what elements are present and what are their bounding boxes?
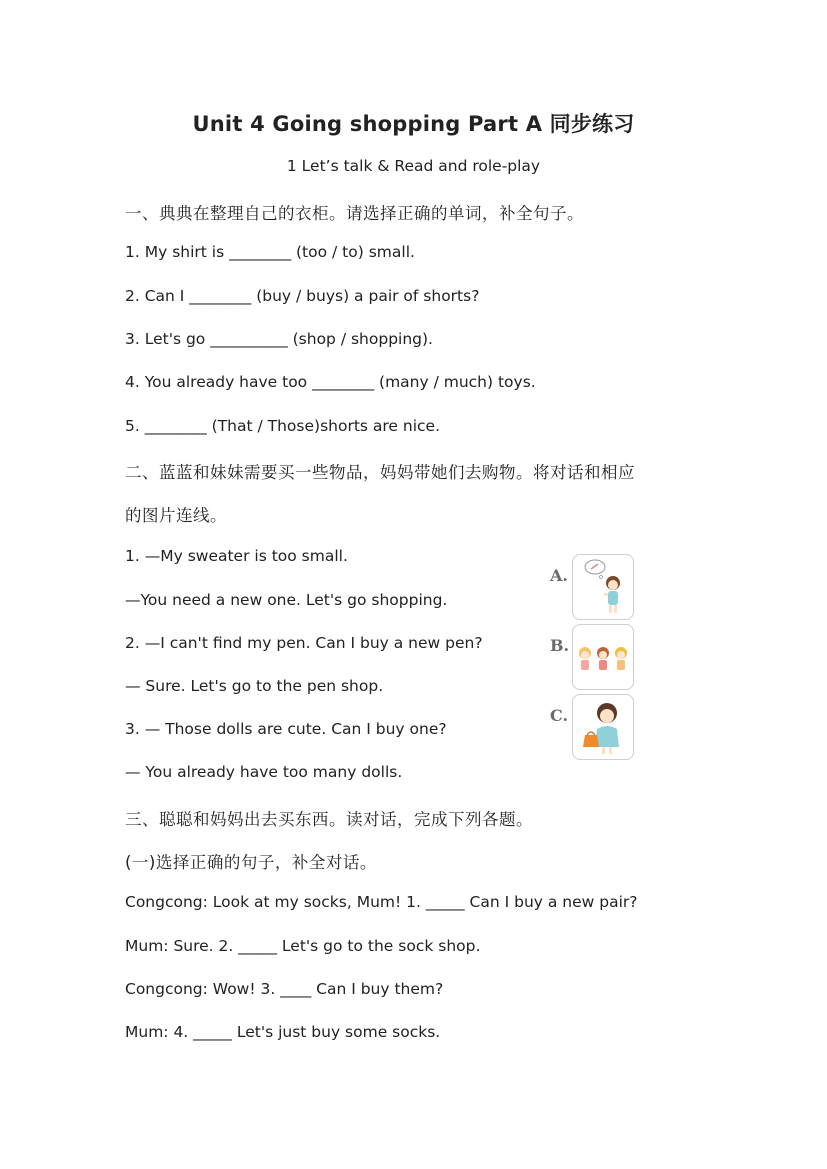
section1-item-5: 5. ________ (That / Those)shorts are nice.: [125, 417, 441, 435]
section1-heading: 一、典典在整理自己的衣柜。请选择正确的单词，补全句子。: [125, 204, 584, 223]
dialogue-2-question: 2. —I can't find my pen. Can I buy a new pen?: [125, 634, 483, 652]
page-subtitle: 1 Let’s talk & Read and role-play: [286, 157, 541, 175]
section1-item-2: 2. Can I ________ (buy / buys) a pair of shorts?: [125, 287, 480, 305]
section2-heading-line2: 的图片连线。: [125, 506, 227, 525]
section3-dialogue-3: Congcong: Wow! 3. ____ Can I buy them?: [125, 980, 444, 998]
dialogue-3-question: 3. — Those dolls are cute. Can I buy one?: [125, 720, 447, 738]
dialogue-1-question: 1. —My sweater is too small.: [125, 547, 348, 565]
section1-item-1: 1. My shirt is ________ (too / to) small.: [125, 243, 415, 261]
section3-heading: 三、聪聪和妈妈出去买东西。读对话，完成下列各题。: [125, 810, 533, 829]
picture-label-a: A.: [550, 566, 568, 585]
picture-label-b: B.: [550, 636, 570, 655]
section3-subheading: (一)选择正确的句子，补全对话。: [125, 853, 377, 872]
girl-with-bag-icon: [573, 695, 633, 759]
section2-heading-line1: 二、蓝蓝和妹妹需要买一些物品，妈妈带她们去购物。将对话和相应: [125, 463, 635, 482]
dialogue-3-answer: — You already have too many dolls.: [125, 763, 403, 781]
picture-c[interactable]: [572, 694, 634, 760]
dialogue-1-answer: —You need a new one. Let's go shopping.: [125, 591, 448, 609]
picture-a[interactable]: [572, 554, 634, 620]
picture-b[interactable]: [572, 624, 634, 690]
page-title: Unit 4 Going shopping Part A 同步练习: [192, 112, 635, 136]
section1-item-3: 3. Let's go __________ (shop / shopping).: [125, 330, 433, 348]
girl-thinking-icon: [573, 555, 633, 619]
section1-item-4: 4. You already have too ________ (many / much) toys.: [125, 373, 536, 391]
dolls-icon: [573, 625, 633, 689]
section3-dialogue-1: Congcong: Look at my socks, Mum! 1. _____ Can I buy a new pair?: [125, 893, 638, 911]
picture-label-c: C.: [550, 706, 569, 725]
section3-dialogue-4: Mum: 4. _____ Let's just buy some socks.: [125, 1023, 441, 1041]
dialogue-2-answer: — Sure. Let's go to the pen shop.: [125, 677, 384, 695]
section3-dialogue-2: Mum: Sure. 2. _____ Let's go to the sock shop.: [125, 937, 481, 955]
